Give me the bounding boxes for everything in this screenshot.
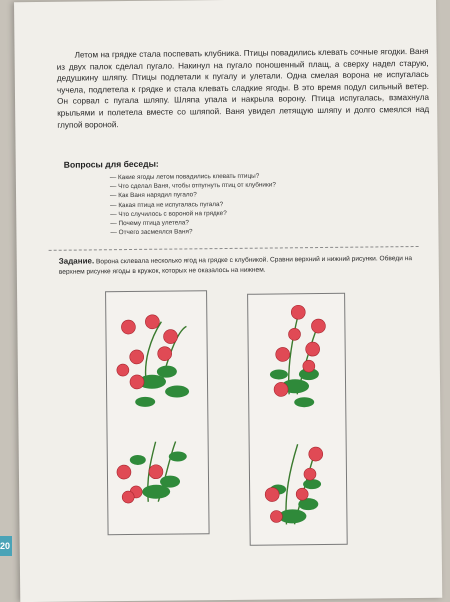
questions-title: Вопросы для беседы: — [63, 158, 159, 170]
task-text: Ворона склевала несколько ягод на грядке с клубникой. Сравни верхний и нижний рисунки. Обведи на верхнем рисунке ягоды в кружок, которых не оказалось на нижнем. — [58, 255, 413, 276]
question-item: — Что сделал Ваня, чтобы отпугнуть птиц от клубники? — [110, 179, 410, 191]
story-text — [57, 46, 430, 131]
book-page — [14, 0, 442, 602]
strawberry-plants-illustration — [248, 294, 347, 545]
question-item: — Что случилось с вороной на грядке? — [110, 207, 410, 219]
task-block — [59, 253, 425, 277]
question-item: — Отчего засмеялся Ваня? — [110, 225, 410, 237]
story-paragraph: Летом на грядке стала поспевать клубника. Птицы повадились клевать сочные ягодки. Ваня из двух палок сделал пугало. Накинул на пугало поношенный плащ, а сверху надел старую, дедушкину шляпу. Птицы подлетали к пугалу и улетали. Одна смелая ворона не испугалась чучела, подлетела к грядке и стала клевать сладкие ягоды. В это время подул сильный ветер. Он сорвал с пугала шляпу. Шляпа упала и накрыла ворону. Птица испугалась, взмахнула крыльями и полетела вместе со шляпой. Ваня увидел летящую шляпу и долго смеялся над глупой вороной. — [56, 46, 430, 130]
question-item: — Почему птица улетела? — [110, 216, 410, 228]
picture-panel-right — [247, 293, 348, 546]
question-item: — Какие ягоды летом повадились клевать птицы? — [110, 170, 410, 182]
picture-panel-left — [105, 290, 210, 535]
page-number: 20 — [0, 536, 12, 556]
questions-list — [110, 170, 411, 238]
strawberry-plants-illustration — [106, 291, 209, 534]
question-item: — Как Ваня нарядил пугало? — [110, 188, 410, 200]
task-label: Задание. — [58, 256, 95, 266]
question-item: — Какая птица не испугалась пугала? — [110, 198, 410, 210]
section-divider — [49, 246, 419, 251]
